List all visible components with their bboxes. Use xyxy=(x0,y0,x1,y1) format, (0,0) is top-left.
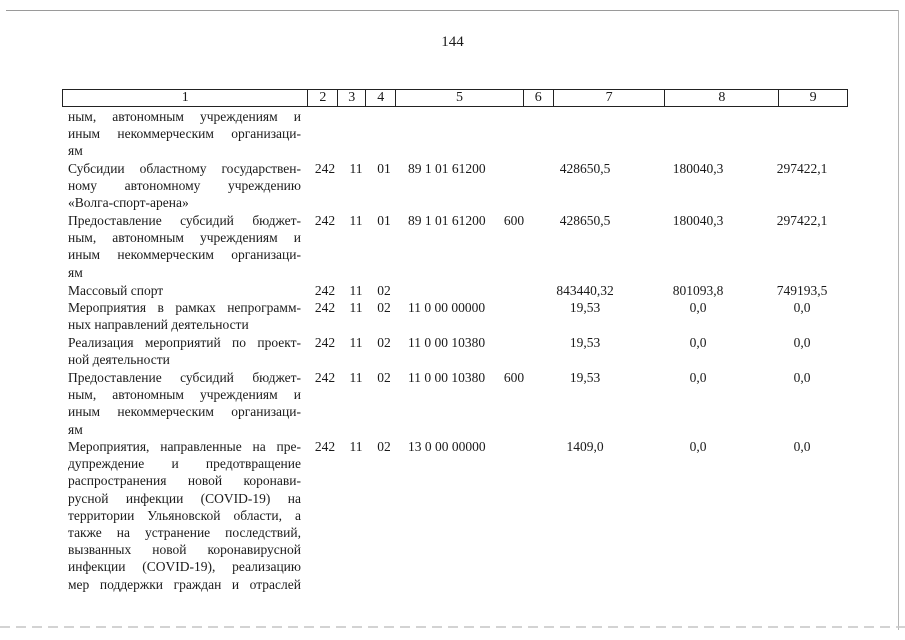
cell-col-4: 02 xyxy=(377,283,391,298)
cell-col-7: 19,53 xyxy=(569,300,601,315)
desc-line: ной деятельности xyxy=(68,352,170,368)
cell-col-7: 19,53 xyxy=(569,370,601,385)
cell-col-3: 11 xyxy=(349,213,363,228)
cell-col-2: 242 xyxy=(314,439,336,454)
desc-line: распространения новой коронави- xyxy=(68,473,301,489)
cell-col-5: 89 1 01 61200 xyxy=(408,213,486,228)
cell-col-5: 89 1 01 61200 xyxy=(408,161,486,176)
cell-col-9: 0,0 xyxy=(793,300,811,315)
row-description xyxy=(68,299,301,333)
row-description xyxy=(68,108,301,160)
cell-col-4: 02 xyxy=(377,439,391,454)
desc-line: иным некоммерческим организаци- xyxy=(68,247,301,263)
cell-col-5: 13 0 00 00000 xyxy=(408,439,486,454)
desc-line: мер поддержки граждан и отраслей xyxy=(68,576,301,592)
cell-col-3: 11 xyxy=(349,370,363,385)
cell-col-4: 01 xyxy=(377,161,391,176)
desc-line: также на устранение последствий, xyxy=(68,525,301,541)
desc-line: иным некоммерческим организаци- xyxy=(68,404,301,420)
desc-line: вызванных новой коронавирусной xyxy=(68,542,301,558)
table-header-row xyxy=(62,89,848,107)
desc-line: Массовый спорт xyxy=(68,283,164,298)
desc-line: ям xyxy=(68,264,83,280)
cell-col-3: 11 xyxy=(349,283,363,298)
cell-col-2: 242 xyxy=(314,161,336,176)
cell-col-8: 180040,3 xyxy=(672,213,724,228)
desc-line: дупреждение и предотвращение xyxy=(68,456,301,472)
desc-line: ным, автономным учреждениям и xyxy=(68,230,301,246)
scan-right-border xyxy=(898,10,899,630)
desc-line: ям xyxy=(68,421,83,437)
cell-col-4: 01 xyxy=(377,213,391,228)
cell-col-7: 843440,32 xyxy=(556,283,614,298)
cell-col-3: 11 xyxy=(349,161,363,176)
row-description xyxy=(68,334,301,368)
desc-line: ных направлений деятельности xyxy=(68,317,249,333)
cell-col-2: 242 xyxy=(314,283,336,298)
cell-col-7: 1409,0 xyxy=(566,439,604,454)
cell-col-4: 02 xyxy=(377,335,391,350)
header-col-1: 1 xyxy=(63,90,308,106)
cell-col-8: 801093,8 xyxy=(672,283,724,298)
cell-col-9: 749193,5 xyxy=(776,283,828,298)
cell-col-3: 11 xyxy=(349,300,363,315)
cell-col-2: 242 xyxy=(314,300,336,315)
cell-col-3: 11 xyxy=(349,335,363,350)
cell-col-8: 0,0 xyxy=(689,439,707,454)
cell-col-4: 02 xyxy=(377,370,391,385)
cell-col-5: 11 0 00 10380 xyxy=(408,370,486,385)
header-col-3: 3 xyxy=(338,90,366,106)
desc-line: Субсидии областному государствен- xyxy=(68,161,301,176)
desc-line: Предоставление субсидий бюджет- xyxy=(68,370,301,385)
cell-col-2: 242 xyxy=(314,335,336,350)
desc-line: русной инфекции (COVID-19) на xyxy=(68,490,301,506)
cell-col-9: 297422,1 xyxy=(776,213,828,228)
cell-col-9: 0,0 xyxy=(793,335,811,350)
cell-col-3: 11 xyxy=(349,439,363,454)
row-description xyxy=(68,369,301,438)
cell-col-9: 0,0 xyxy=(793,439,811,454)
header-col-8: 8 xyxy=(665,90,779,106)
row-description xyxy=(68,282,301,299)
cell-col-7: 19,53 xyxy=(569,335,601,350)
cell-col-2: 242 xyxy=(314,213,336,228)
scan-top-border xyxy=(6,10,899,11)
cell-col-8: 180040,3 xyxy=(672,161,724,176)
desc-line: Предоставление субсидий бюджет- xyxy=(68,213,301,228)
header-col-6: 6 xyxy=(524,90,554,106)
cell-col-2: 242 xyxy=(314,370,336,385)
header-col-4: 4 xyxy=(366,90,396,106)
header-col-7: 7 xyxy=(554,90,666,106)
cell-col-8: 0,0 xyxy=(689,300,707,315)
cell-col-5: 11 0 00 00000 xyxy=(408,300,486,315)
desc-line: иным некоммерческим организаци- xyxy=(68,126,301,142)
desc-line: ному автономному учреждению xyxy=(68,178,301,194)
desc-line: ным, автономным учреждениям и xyxy=(68,387,301,403)
row-description xyxy=(68,212,301,281)
header-col-2: 2 xyxy=(308,90,338,106)
desc-line: Мероприятия, направленные на пре- xyxy=(68,439,301,454)
header-col-9: 9 xyxy=(809,90,817,105)
cell-col-9: 297422,1 xyxy=(776,161,828,176)
cell-col-8: 0,0 xyxy=(689,370,707,385)
cell-col-7: 428650,5 xyxy=(559,161,611,176)
page-number: 144 xyxy=(441,34,464,50)
header-col-5: 5 xyxy=(396,90,524,106)
row-description xyxy=(68,438,301,593)
cell-col-8: 0,0 xyxy=(689,335,707,350)
desc-line: ным, автономным учреждениям и xyxy=(68,109,301,124)
cell-col-6: 600 xyxy=(503,213,525,228)
row-description xyxy=(68,160,301,212)
scan-bottom-edge xyxy=(0,626,905,628)
desc-line: инфекции (COVID-19), реализацию xyxy=(68,559,301,575)
cell-col-9: 0,0 xyxy=(793,370,811,385)
desc-line: Мероприятия в рамках непрограмм- xyxy=(68,300,301,315)
cell-col-7: 428650,5 xyxy=(559,213,611,228)
cell-col-5: 11 0 00 10380 xyxy=(408,335,486,350)
desc-line: «Волга-спорт-арена» xyxy=(68,195,189,211)
cell-col-4: 02 xyxy=(377,300,391,315)
cell-col-6: 600 xyxy=(503,370,525,385)
desc-line: ям xyxy=(68,143,83,159)
desc-line: Реализация мероприятий по проект- xyxy=(68,335,301,350)
desc-line: территории Ульяновской области, а xyxy=(68,507,301,523)
